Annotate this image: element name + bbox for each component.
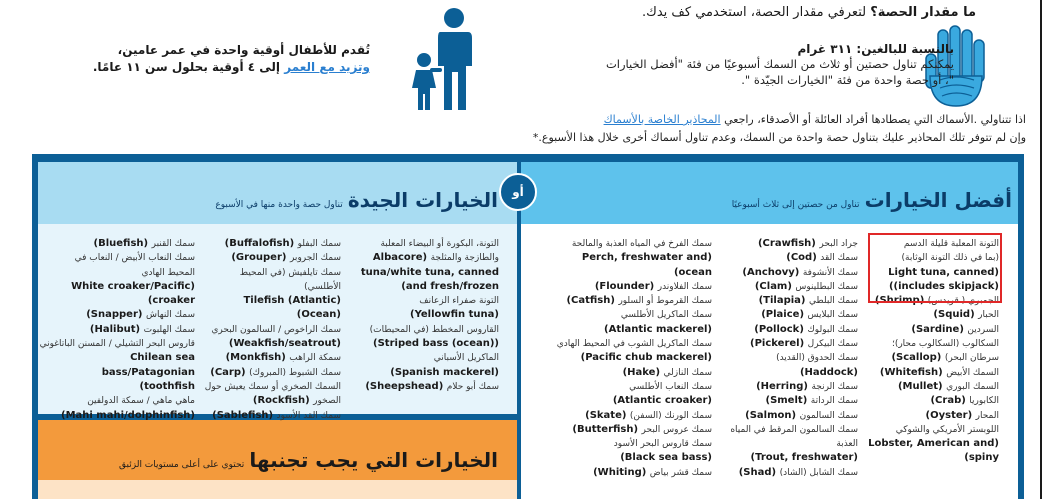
fish-list-item — [37, 280, 195, 309]
fish-list-item — [722, 423, 858, 452]
fish-name-english: (Whitefish) — [879, 366, 947, 378]
fish-name-arabic: سمك البفلو — [297, 239, 341, 249]
fish-name-english: (Salmon) — [745, 409, 800, 421]
fish-list-item — [542, 351, 712, 365]
fish-list-item — [722, 294, 858, 308]
fish-name-english: (Sardine) — [911, 323, 968, 335]
fish-list-item — [863, 394, 999, 408]
fish-list-item — [37, 351, 195, 380]
fish-list-item — [201, 394, 341, 408]
good-choices-title-group — [215, 188, 498, 212]
fish-list-item — [722, 409, 858, 423]
fish-name-arabic: سمك القد — [820, 253, 858, 264]
fish-list-item — [37, 251, 195, 265]
fish-list-item — [542, 380, 712, 394]
fish-name-english: (Cod) — [786, 252, 821, 264]
fish-list-item — [542, 466, 712, 480]
no-advisory-note: وإن لم تتوفر تلك المحاذير عليك بتناول حصة واحدة من السمك، وعدم تناول أسماك أخرى خلال هذا الأسبوع.* — [532, 131, 1026, 144]
fish-name-arabic: سمك الشبوط (المبروك) — [249, 367, 341, 378]
fish-name-english: (Trout, freshwater) — [750, 452, 858, 464]
fish-name-english: (Skate) — [585, 409, 630, 421]
fish-name-arabic: التونة، البكورة أو البيضاء المعلبة — [380, 239, 499, 249]
fish-name-english: (Mahi mahi/dolphinfish) — [60, 409, 195, 421]
fish-name-english: (Bluefish) — [93, 238, 152, 249]
fish-list-item — [201, 380, 341, 394]
increase-with-age-link[interactable]: وتزيد مع العمر — [284, 60, 370, 74]
fish-list-item — [722, 394, 858, 408]
adult-serving-info — [434, 42, 954, 88]
fish-name-arabic: سمك الجروبر — [289, 253, 341, 264]
fish-name-english: (Oyster) — [925, 409, 976, 421]
fish-name-arabic: سمك الرنجة — [811, 381, 858, 392]
fish-list-item — [722, 351, 858, 380]
serving-question-bold: ما مقدار الحصة؟ — [870, 5, 976, 20]
fish-name-arabic: سمك الرداتة — [810, 396, 858, 407]
fish-name-english: (includes skipjack)) — [888, 280, 999, 292]
fish-list-item — [349, 323, 499, 337]
fish-list-item — [349, 308, 499, 322]
fish-list-item — [722, 266, 858, 280]
fish-name-arabic: والطازجة والمثلجة — [430, 253, 499, 264]
fish-list-item — [722, 380, 858, 394]
fish-name-arabic: الصخور — [313, 396, 341, 407]
fish-name-english: (Squid) — [933, 309, 979, 321]
fish-list-item — [37, 409, 195, 423]
fish-name-english: (Grouper) — [231, 252, 290, 264]
fish-name-english: (Pacific chub mackerel) — [580, 352, 712, 364]
fish-name-english: (Herring) — [756, 380, 812, 392]
serving-question-rest: لتعرفي مقدار الحصة، استخدمي كف يدك. — [642, 5, 871, 20]
fish-list-item — [722, 280, 858, 294]
best-choices-title: أفضل الخيارات — [864, 188, 1012, 212]
fish-name-arabic: اللوبستر الأمريكي والشوكي — [895, 424, 999, 435]
fish-name-english: (Spanish mackerel) — [390, 366, 499, 378]
fish-name-arabic: السردين — [967, 324, 999, 335]
fish-list-item — [863, 437, 999, 451]
fish-name-arabic: سمك النهاش — [145, 310, 195, 321]
fish-name-english: (Atlantic croaker) — [612, 395, 712, 407]
fish-name-arabic: سرطان البحر) — [944, 353, 999, 364]
fish-list-item — [722, 451, 858, 465]
fish-list-item — [349, 266, 499, 280]
fish-name-arabic: سمك قشر بياض — [649, 467, 712, 478]
fish-name-arabic: سمك قاروس البحر الأسود — [613, 439, 712, 450]
fish-name-arabic: سمك القد الأسود — [276, 410, 341, 421]
fish-list-item — [863, 366, 999, 380]
fish-list-item — [349, 237, 499, 251]
light-tuna-highlight-box — [868, 233, 1002, 303]
fish-list-item — [722, 251, 858, 265]
adult-text-line-1: يمكنكم تناول حصتين أو ثلاث من السمك أسبوعيًا من فئة "أفضل الخيارات — [605, 57, 954, 71]
fish-name-arabic: سمك النعاب الأبيض / النعاب في — [74, 253, 195, 264]
fish-list-item — [201, 251, 341, 265]
fish-name-english: tuna/white tuna, canned — [360, 266, 499, 278]
adult-text-line-2: "، أو حصة واحدة من فئة "الخيارات الجيّدة ". — [741, 73, 954, 87]
local-advisory-note — [604, 113, 1026, 126]
choices-to-avoid-title: الخيارات التي يجب تجنبها — [249, 448, 498, 472]
fish-name-english: (Tilapia) — [758, 295, 809, 307]
fish-name-arabic: المحار — [975, 410, 999, 421]
choices-to-avoid-title-group — [119, 448, 498, 472]
fish-list-item — [722, 323, 858, 337]
fish-list-item — [349, 380, 499, 394]
or-badge: أو — [499, 173, 537, 211]
fish-list-item — [863, 380, 999, 394]
child-line-1: تُقدم للأطفال أوقية واحدة في عمر عامين، — [117, 43, 370, 57]
fish-name-arabic: سمك البلايس — [807, 310, 858, 321]
good-choices-column-1 — [349, 237, 499, 394]
fish-list-item — [863, 323, 999, 337]
fish-name-arabic: سمك الأنشوفة — [802, 267, 858, 278]
fish-name-english: toothfish) — [139, 380, 195, 392]
fish-name-arabic: ماهي ماهي / سمكة الدولفين — [87, 396, 195, 407]
fish-name-english: (Albacore — [372, 252, 431, 264]
children-serving-info — [70, 42, 370, 76]
fish-name-arabic: السمك الصخري أو سمك يعيش حول — [204, 381, 341, 392]
fish-name-arabic: الجمبري ( قريدس) — [927, 296, 999, 307]
fish-list-item — [201, 266, 341, 295]
fish-name-arabic: سمك البيكرل — [807, 339, 858, 350]
fish-name-arabic: التونة صفراء الزعانف — [419, 296, 499, 307]
fish-list-item — [349, 337, 499, 351]
fish-list-item — [863, 308, 999, 322]
fish-list-item — [542, 394, 712, 408]
page-edge-line — [1040, 0, 1042, 499]
fish-name-arabic: سمك الهلبوت — [143, 324, 195, 335]
fish-list-item — [863, 409, 999, 423]
fish-list-item — [542, 423, 712, 437]
fish-name-arabic: سمكة الراهب — [289, 353, 341, 364]
fish-name-arabic: قاروس البحر التشيلي / المسنن الباتاغوني — [39, 339, 195, 350]
fish-list-item — [863, 337, 999, 351]
fish-name-english: (Tilefish (Atlantic Ocean)) — [243, 295, 341, 321]
fish-name-arabic: القاروس المخطط (في المحيطات) — [369, 324, 499, 335]
fish-name-english: (Snapper) — [86, 309, 146, 321]
fish-name-arabic: سمك البلطي — [808, 296, 858, 307]
fish-name-english: (Monkfish) — [225, 352, 290, 364]
fish-list-item — [37, 394, 195, 408]
fish-name-arabic: سمك السالمون — [799, 410, 858, 421]
fish-name-english: (Plaice) — [761, 309, 808, 321]
fish-list-item — [722, 337, 858, 351]
fish-name-english: (White croaker/Pacific croaker) — [71, 280, 195, 307]
fish-name-english: (Scallop) — [891, 352, 945, 364]
fish-name-arabic: سمك الماكريل الشوب في المحيط الهادي — [556, 339, 712, 350]
fish-list-item — [863, 351, 999, 365]
fish-list-item — [863, 451, 999, 465]
fish-name-english: (Sheepshead) — [365, 380, 447, 392]
fish-name-arabic: سمك الحدوق (القديد) — [776, 353, 858, 364]
good-choices-column-3 — [37, 237, 195, 423]
fish-advisories-link[interactable]: المحاذير الخاصة بالأسماك — [603, 113, 721, 126]
good-choices-column-2 — [201, 237, 341, 423]
fish-name-english: (Carp) — [210, 366, 250, 378]
fish-name-arabic: المحيط الهادي — [141, 267, 195, 278]
fish-list-item — [37, 308, 195, 322]
fish-name-english: (Yellowfin tuna) — [409, 309, 499, 321]
fish-name-arabic: سمك السالمون المرقط في المياه العذبة — [730, 424, 858, 450]
fish-name-arabic: سمك أبو حلام — [446, 381, 499, 392]
fish-name-arabic: الكابوريا — [969, 396, 999, 407]
fish-list-item — [542, 323, 712, 337]
fish-name-english: (Black sea bass) — [620, 452, 712, 464]
good-choices-title: الخيارات الجيدة — [347, 188, 498, 212]
fish-name-english: (Rockfish) — [252, 395, 314, 407]
fish-list-item — [542, 308, 712, 322]
fish-list-item — [201, 323, 341, 337]
fish-name-english: (Lobster, American and — [868, 438, 999, 450]
fish-name-english: (Pollock) — [754, 323, 808, 335]
choices-to-avoid-body — [38, 480, 517, 499]
choices-to-avoid-subtitle: تحتوي على أعلى مستويات الزئبق — [119, 460, 245, 470]
fish-name-english: (Striped bass (ocean)) — [373, 338, 499, 350]
fish-list-item — [542, 251, 712, 280]
fish-name-english: Chilean sea bass/Patagonian — [101, 352, 195, 378]
fish-list-item — [37, 380, 195, 394]
fish-list-item — [349, 280, 499, 294]
fish-name-arabic: سمك البطلينوس — [795, 281, 858, 292]
fish-list-item — [201, 237, 341, 251]
fish-list-item — [201, 351, 341, 365]
adult-heading: بالنسبة للبالغين: ٣١١ غرام — [797, 42, 954, 56]
fish-name-english: (Shad) — [738, 466, 780, 478]
fish-name-english: (Pickerel) — [750, 338, 808, 350]
fish-name-arabic: (بما في ذلك التونة الوثابة) — [901, 253, 999, 264]
fish-name-english: spiny) — [964, 452, 999, 464]
fish-list-item — [542, 337, 712, 351]
local-advisory-text: اذا تتناولي .الأسماك التي يصطادها أفراد العائلة أو الأصدقاء، راجعي — [720, 113, 1026, 126]
fish-name-arabic: سمك الماكريل الأطلسي — [620, 310, 712, 321]
fish-list-item — [542, 237, 712, 251]
fish-name-english: (Light tuna, canned — [888, 266, 999, 278]
good-choices-subtitle: تناول حصة واحدة منها في الأسبوع — [215, 200, 343, 210]
fish-list-item — [722, 308, 858, 322]
fish-name-english: (Crawfish) — [757, 238, 820, 249]
fish-name-arabic: سمك النعاب الأطلسي — [629, 381, 712, 392]
fish-name-arabic: سمك عروس البحر — [641, 424, 712, 435]
child-line-2-rest: إلى ٤ أوقية بحلول سن ١١ عامًا. — [92, 60, 285, 74]
fish-name-arabic: سمك الراخوص / السالمون البحري — [211, 324, 341, 335]
fish-list-item — [542, 366, 712, 380]
fish-name-arabic: سمك الشابل (الشاد) — [779, 467, 858, 478]
fish-list-item — [542, 409, 712, 423]
parent-child-icon — [408, 6, 484, 112]
fish-name-arabic: التونة المعلبة قليلة الدسم — [903, 239, 999, 249]
fish-name-arabic: السكالوب (السكالوب محار)؛ — [891, 339, 999, 350]
fish-name-english: (Crab) — [930, 395, 970, 407]
fish-list-item — [201, 366, 341, 380]
fish-list-item — [542, 451, 712, 465]
fish-name-english: (Hake) — [622, 366, 664, 378]
fish-list-item — [201, 409, 341, 423]
fish-name-english: (Butterfish) — [572, 423, 642, 435]
fish-list-item — [349, 294, 499, 308]
fish-list-item — [863, 423, 999, 437]
fish-name-english: (Halibut) — [89, 323, 144, 335]
fish-name-arabic: سمك الفلاوندر — [657, 281, 712, 292]
fish-list-item — [542, 437, 712, 451]
fish-list-item — [542, 294, 712, 308]
fish-name-arabic: سمك النازلي — [663, 367, 712, 378]
fish-name-english: (Whiting) — [593, 466, 650, 478]
fish-list-item — [349, 251, 499, 265]
fish-list-item — [37, 323, 195, 337]
best-choices-column-3 — [542, 237, 712, 480]
fish-name-english: (Anchovy) — [742, 266, 803, 278]
fish-list-item — [542, 280, 712, 294]
fish-list-item — [201, 337, 341, 351]
fish-name-english: (Shrimp) — [874, 295, 928, 307]
fish-list-item — [349, 351, 499, 365]
fish-name-arabic: سمك تايلفيش (في المحيط الأطلسي) — [239, 267, 341, 292]
fish-name-arabic: جراد البحر — [819, 239, 858, 249]
fish-name-english: and fresh/frozen) — [401, 280, 499, 292]
fish-name-arabic: السمك البوري — [946, 381, 999, 392]
fish-list-item — [722, 237, 858, 251]
fish-name-english: (Haddock) — [799, 366, 858, 378]
fish-name-english: (Clam) — [754, 280, 796, 292]
best-choices-title-group — [732, 188, 1012, 212]
fish-list-item — [37, 237, 195, 251]
fish-name-english: (Sablefish) — [212, 409, 277, 421]
fish-name-arabic: سمك البولوك — [807, 324, 858, 335]
fish-name-arabic: السمك الأبيض — [946, 367, 999, 378]
fish-name-english: (Perch, freshwater and ocean) — [581, 252, 712, 278]
fish-list-item — [37, 266, 195, 280]
child-line-2 — [70, 59, 370, 76]
best-choices-subtitle: تناول من حصتين إلى ثلاث أسبوعيًا — [731, 200, 860, 210]
fish-name-arabic: سمك القرموط أو السلور — [618, 296, 712, 307]
fish-name-arabic: سمك الفرخ في المياه العذبة والمالحة — [571, 239, 712, 249]
fish-name-english: (Atlantic mackerel) — [604, 323, 712, 335]
fish-list-item — [201, 294, 341, 323]
fish-name-arabic: سمك الورنك (السفن) — [629, 410, 712, 421]
best-choices-column-2 — [722, 237, 858, 480]
fish-name-english: (Flounder) — [594, 280, 658, 292]
fish-name-english: (Buffalofish) — [224, 238, 298, 249]
fish-name-english: (Weakfish/seatrout) — [228, 338, 341, 350]
fish-name-english: (Catfish) — [566, 295, 619, 307]
serving-question — [642, 5, 976, 20]
fish-name-arabic: سمك القنبر — [151, 239, 195, 249]
fish-list-item — [349, 366, 499, 380]
fish-name-arabic: الماكريل الأسباني — [433, 353, 499, 364]
fish-list-item — [722, 466, 858, 480]
fish-name-arabic: الحبار — [978, 310, 999, 321]
fish-list-item — [37, 337, 195, 351]
fish-name-english: (Mullet) — [897, 380, 947, 392]
fish-name-english: (Smelt) — [765, 395, 811, 407]
